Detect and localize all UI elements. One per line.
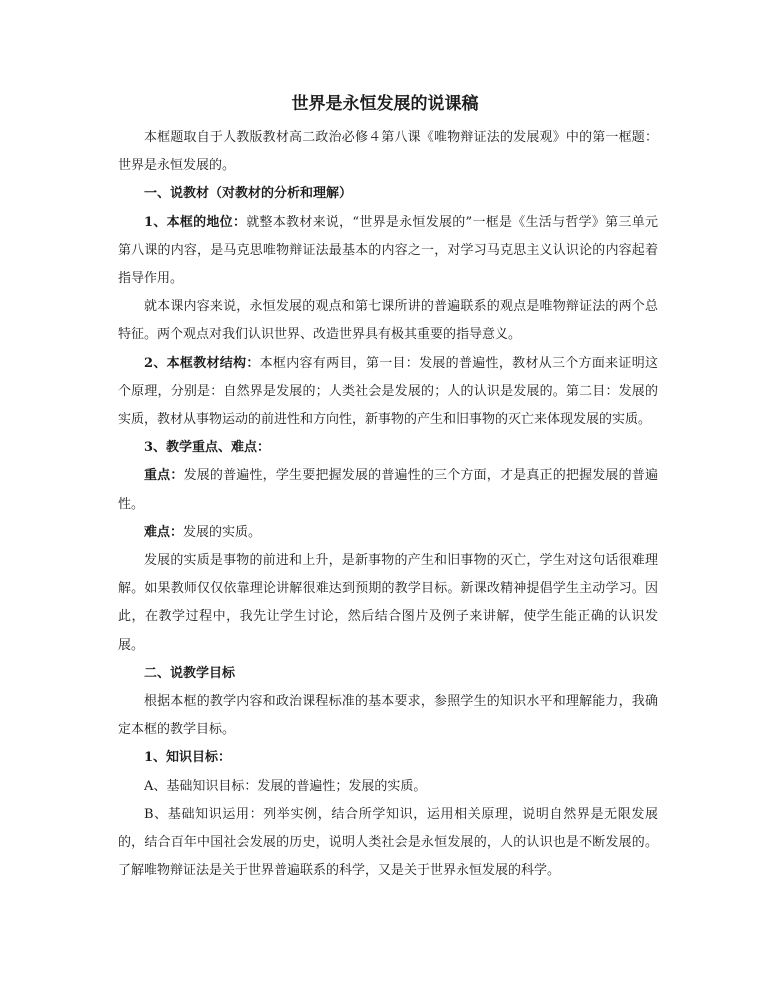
difficulty-paragraph [118, 519, 658, 547]
structure-paragraph [118, 350, 658, 435]
section-heading-2 [118, 660, 658, 688]
paragraph-text: 就整本教材来说，“世界是永恒发展的”一框是《生活与哲学》第三单元第八课的内容，是马克思唯物辩证法最基本的内容之一，对学习马克思主义认识论的内容起着指导作用。 [118, 214, 658, 287]
document-title: 世界是永恒发展的说课稿 [291, 94, 479, 114]
section-heading-1 [118, 180, 658, 208]
document-body [118, 124, 658, 885]
heading-text: 一、说教材（对教材的分析和理解） [144, 186, 353, 202]
paragraph-label: 1、本框的地位： [144, 214, 247, 230]
paragraph-text: 发展的普遍性，学生要把握发展的普遍性的三个方面，才是真正的把握发展的普遍性。 [118, 468, 658, 512]
heading-text: 二、说教学目标 [144, 665, 236, 681]
heading-text: 1、知识目标： [144, 750, 232, 766]
heading-text: 3、教学重点、难点： [144, 440, 271, 456]
goal-b-paragraph: B、基础知识运用：列举实例，结合所学知识，运用相关原理，说明自然界是无限发展的，结合百年中国社会发展的历史，说明人类社会是永恒发展的，人的认识也是不断发展的。了解唯物辩证法是关于世界普遍联系的科学，又是关于世界永恒发展的科学。 [118, 806, 658, 879]
content-paragraph: 就本课内容来说，永恒发展的观点和第七课所讲的普遍联系的观点是唯物辩证法的两个总特征。两个观点对我们认识世界、改造世界具有极其重要的指导意义。 [118, 299, 658, 343]
subheading-knowledge-goals [118, 744, 658, 772]
difficulty-explanation-paragraph: 发展的实质是事物的前进和上升，是新事物的产生和旧事物的灭亡，学生对这句话很难理解。如果教师仅仅依靠理论讲解很难达到预期的教学目标。新课改精神提倡学生主动学习。因此，在教学过程中，我先让学生讨论，然后结合图片及例子来讲解，使学生能正确的认识发展。 [118, 553, 658, 653]
intro-paragraph: 本框题取自于人教版教材高二政治必修４第八课《唯物辩证法的发展观》中的第一框题：世界是永恒发展的。 [118, 130, 658, 174]
paragraph-label: 难点： [144, 524, 184, 540]
paragraph-label: 重点： [144, 468, 184, 484]
goal-a-paragraph: A、基础知识目标：发展的普遍性；发展的实质。 [144, 778, 427, 794]
position-paragraph [118, 209, 658, 294]
paragraph-text: 本框内容有两目，第一目：发展的普遍性，教材从三个方面来证明这个原理，分别是：自然界是发展的；人类社会是发展的；人的认识是发展的。第二目：发展的实质，教材从事物运动的前进性和方向性，新事物的产生和旧事物的灭亡来体现发展的实质。 [118, 355, 658, 428]
objectives-paragraph: 根据本框的教学内容和政治课程标准的基本要求，参照学生的知识水平和理解能力，我确定本框的教学目标。 [118, 694, 658, 738]
subheading-key-points [118, 434, 658, 462]
paragraph-label: 2、本框教材结构： [144, 355, 260, 371]
key-point-paragraph [118, 462, 658, 518]
paragraph-text: 发展的实质。 [183, 524, 262, 540]
